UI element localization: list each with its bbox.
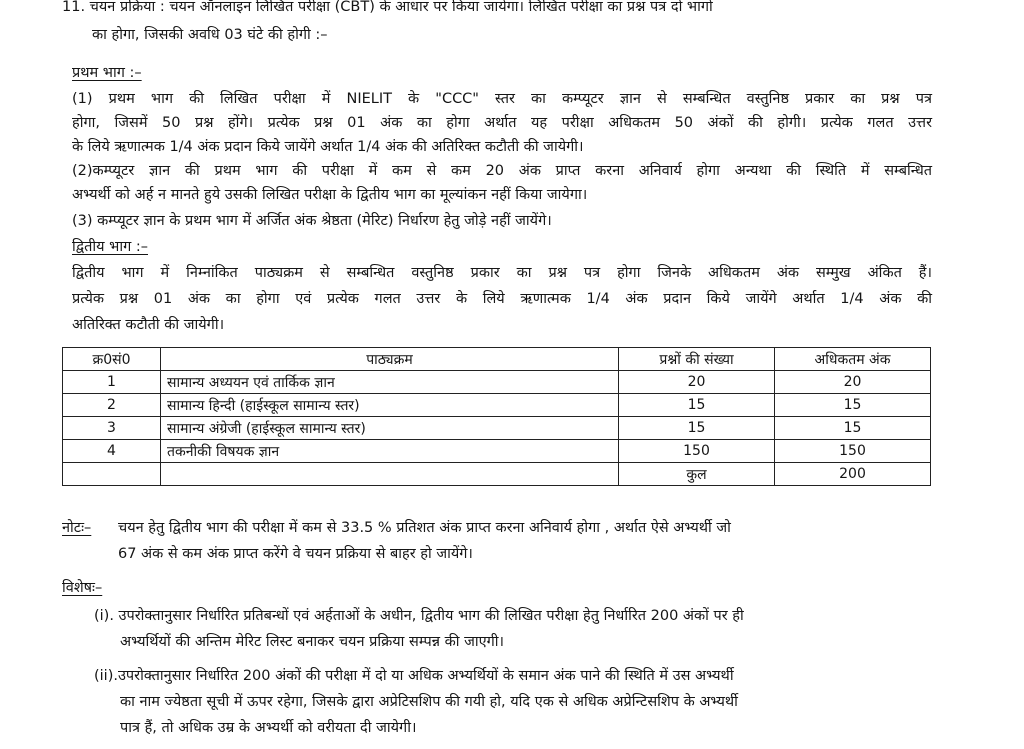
part2-heading: द्वितीय भाग :–	[72, 239, 148, 255]
part1-para2-line1: (2)कम्प्यूटर ज्ञान की प्रथम भाग की परीक्षा में कम से कम 20 अंक प्राप्त करना अनिवार्य होगा अन्यथा की स्थिति में सम्बन्धित	[72, 163, 932, 179]
special-ii-line-2: का नाम ज्येष्ठता सूची में ऊपर रहेगा, जिसके द्वारा अप्रेटिसशिप की गयी हो, यदि एक से अधिक अप्रेन्टिसशिप के अभ्यर्थी	[120, 694, 738, 710]
table-row	[63, 417, 931, 440]
part2-line1: द्वितीय भाग में निम्नांकित पाठ्यक्रम से सम्बन्धित वस्तुनिष्ठ प्रकार का प्रश्न पत्र होगा जिनके अधिकतम अंक सम्मुख अंकित हैं।	[72, 265, 932, 281]
part2-line2: प्रत्येक प्रश्न 01 अंक का होगा एवं प्रत्येक गलत उत्तर के लिये ऋणात्मक 1/4 अंक प्रदान किये जायेंगे अर्थात 1/4 अंक की	[72, 291, 932, 307]
cell-serial: 3	[63, 417, 161, 440]
part1-para2-line2: अभ्यर्थी को अर्ह न मानते हुये उसकी लिखित परीक्षा के द्वितीय भाग का मूल्यांकन नहीं किया जायेगा।	[72, 187, 588, 203]
note-line-2: 67 अंक से कम अंक प्राप्त करेंगे वे चयन प्रक्रिया से बाहर हो जायेंगे।	[118, 546, 473, 562]
special-ii-line-1: (ii).उपरोक्तानुसार निर्धारित 200 अंकों की परीक्षा में दो या अधिक अभ्यर्थियों के समान अंक पाने की स्थिति में उस अभ्यर्थी	[94, 668, 734, 684]
cell-serial: 2	[63, 394, 161, 417]
note-label: नोटः–	[62, 520, 92, 536]
cell-total-label: कुल	[619, 463, 775, 486]
table-row	[63, 371, 931, 394]
part1-heading: प्रथम भाग :–	[72, 65, 142, 81]
table-total-row	[63, 463, 931, 486]
cell-marks: 15	[775, 394, 931, 417]
syllabus-table	[62, 347, 931, 486]
cell-subject: सामान्य अध्ययन एवं तार्किक ज्ञान	[161, 371, 619, 394]
cell-questions: 20	[619, 371, 775, 394]
note-line-1: चयन हेतु द्वितीय भाग की परीक्षा में कम से 33.5 % प्रतिशत अंक प्राप्त करना अनिवार्य होगा , अर्थात ऐसे अभ्यर्थी जो	[118, 520, 731, 536]
part1-para1-line1: (1) प्रथम भाग की लिखित परीक्षा में NIELIT के "CCC" स्तर का कम्प्यूटर ज्ञान से सम्बन्धित वस्तुनिष्ठ प्रकार का प्रश्न पत्र	[72, 91, 932, 107]
table-row	[63, 394, 931, 417]
cell-questions: 150	[619, 440, 775, 463]
cell-serial: 4	[63, 440, 161, 463]
cell-serial: 1	[63, 371, 161, 394]
cell-questions: 15	[619, 394, 775, 417]
section-11-line-2: का होगा, जिसकी अवधि 03 घंटे की होगी :–	[92, 27, 328, 43]
cell-marks: 150	[775, 440, 931, 463]
header-max-marks: अधिकतम अंक	[775, 348, 931, 371]
part1-para3: (3) कम्प्यूटर ज्ञान के प्रथम भाग में अर्जित अंक श्रेष्ठता (मेरिट) निर्धारण हेतु जोड़े नहीं जायेंगे।	[72, 213, 552, 229]
cell-empty	[63, 463, 161, 486]
cell-empty	[161, 463, 619, 486]
cell-questions: 15	[619, 417, 775, 440]
cell-subject: सामान्य अंग्रेजी (हाईस्कूल सामान्य स्तर)	[161, 417, 619, 440]
section-11-line-1: 11. चयन प्रक्रिया : चयन ऑनलाइन लिखित परीक्षा (CBT) के आधार पर किया जायेगा। लिखित परीक्षा का प्रश्न पत्र दो भागों	[62, 0, 713, 15]
part1-para1-line3: के लिये ऋणात्मक 1/4 अंक प्रदान किये जायेंगे अर्थात 1/4 अंक की अतिरिक्त कटौती की जायेगी।	[72, 139, 584, 155]
header-serial-no: क्र0सं0	[63, 348, 161, 371]
table-row	[63, 440, 931, 463]
header-question-count: प्रश्नों की संख्या	[619, 348, 775, 371]
cell-subject: सामान्य हिन्दी (हाईस्कूल सामान्य स्तर)	[161, 394, 619, 417]
header-syllabus: पाठ्यक्रम	[161, 348, 619, 371]
cell-marks: 20	[775, 371, 931, 394]
part1-para1-line2: होगा, जिसमें 50 प्रश्न होंगे। प्रत्येक प्रश्न 01 अंक का होगा अर्थात यह परीक्षा अधिकतम 50 अंकों की होगी। प्रत्येक गलत उत्तर	[72, 115, 932, 131]
part2-line3: अतिरिक्त कटौती की जायेगी।	[72, 317, 225, 333]
special-i-line-1: (i). उपरोक्तानुसार निर्धारित प्रतिबन्धों एवं अर्हताओं के अधीन, द्वितीय भाग की लिखित परीक्षा हेतु निर्धारित 200 अंकों पर ही	[94, 608, 744, 624]
table-header-row	[63, 348, 931, 371]
cell-marks: 15	[775, 417, 931, 440]
cell-total-marks: 200	[775, 463, 931, 486]
special-i-line-2: अभ्यर्थियों की अन्तिम मेरिट लिस्ट बनाकर चयन प्रक्रिया सम्पन्न की जाएगी।	[120, 634, 505, 650]
special-ii-line-3: पात्र हैं, तो अधिक उम्र के अभ्यर्थी को वरीयता दी जायेगी।	[120, 720, 417, 736]
special-heading: विशेषः–	[62, 580, 103, 596]
cell-subject: तकनीकी विषयक ज्ञान	[161, 440, 619, 463]
